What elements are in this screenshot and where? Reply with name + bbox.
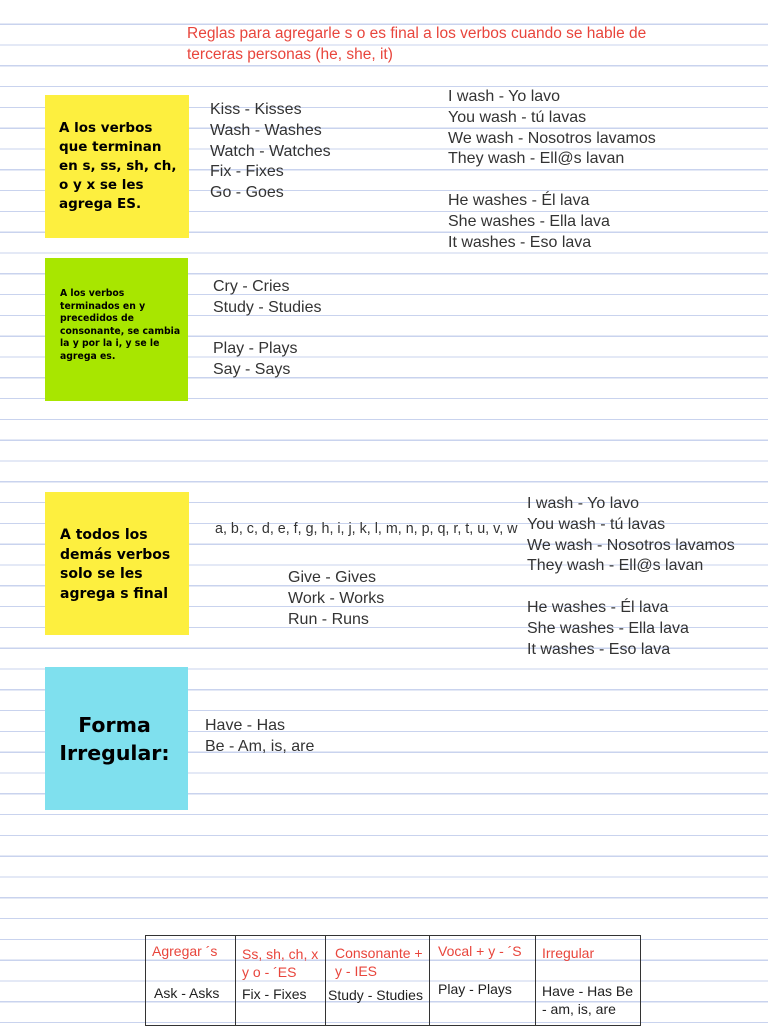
irregular-examples-list [205,716,314,758]
list-item: Watch - Watches [210,142,331,160]
list-item: Have - Has [205,717,286,734]
list-item: They wash - Ell@s lavan [448,150,625,168]
list-item: He washes - Él lava [527,598,669,616]
table-value: Study - Studies [328,987,423,1003]
table-cell [430,936,536,1026]
list-item: Be - Am, is, are [205,737,315,755]
page-title: Reglas para agregarle s o es final a los verbos cuando se hable de terceras personas (he, she, it) [187,25,647,63]
list-item: Play - Plays [213,340,298,358]
list-item: She washes - Ella lava [527,619,689,637]
conjugation-block-2 [527,494,735,660]
table-value: Ask - Asks [154,985,220,1001]
list-item: I wash - Yo lavo [527,495,640,512]
s-rule-note: A todos los demás verbos solo se les agrega s final [45,492,189,635]
table-header: Vocal + y - ´S [438,943,522,959]
list-item: Kiss - Kisses [210,101,302,118]
list-item: You wash - tú lavas [527,515,666,533]
list-item: She washes - Ella lava [448,212,610,230]
table-cell [536,936,641,1026]
table-cell [236,936,326,1026]
list-item: Give - Gives [288,569,377,586]
list-item: They wash - Ell@s lavan [527,557,704,575]
s-examples-list [288,568,384,630]
list-item: Run - Runs [288,610,369,628]
ies-examples-list [213,277,322,381]
irregular-note: Forma Irregular: [45,667,188,810]
list-item: Work - Works [288,589,385,607]
alphabet-list: a, b, c, d, e, f, g, h, i, j, k, l, m, n, p, q, r, t, u, v, w [215,521,518,537]
summary-table [145,935,641,1026]
list-item: We wash - Nosotros lavamos [527,536,735,554]
list-item: Study - Studies [213,298,322,316]
table-header: Agregar ´s [152,943,218,959]
list-item: It washes - Eso lava [527,640,671,658]
list-item: You wash - tú lavas [448,108,587,126]
table-header: Ss, sh, ch, x y o - ´ES [242,946,319,980]
list-item: We wash - Nosotros lavamos [448,129,656,147]
list-item: Say - Says [213,361,291,379]
conjugation-block-1 [448,87,656,253]
table-value: Play - Plays [438,981,512,997]
table-header: Consonante + y - IES [335,945,423,979]
table-cell [146,936,236,1026]
list-item: It washes - Eso lava [448,233,592,251]
list-item: Go - Goes [210,184,284,202]
list-item: Fix - Fixes [210,163,284,181]
list-item: Cry - Cries [213,278,290,295]
table-value: Fix - Fixes [242,986,307,1002]
list-item: He washes - Él lava [448,191,590,209]
table-header: Irregular [542,945,595,961]
ies-rule-note: A los verbos terminados en y precedidos de consonante, se cambia la y por la i, y se le agrega es. [45,258,188,401]
es-examples-list [210,100,331,204]
list-item: I wash - Yo lavo [448,88,561,105]
list-item: Wash - Washes [210,121,322,139]
es-rule-note: A los verbos que terminan en s, ss, sh, ch, o y x se les agrega ES. [45,95,189,238]
table-value: Have - Has Be - am, is, are [542,983,634,1017]
table-cell [326,936,430,1026]
